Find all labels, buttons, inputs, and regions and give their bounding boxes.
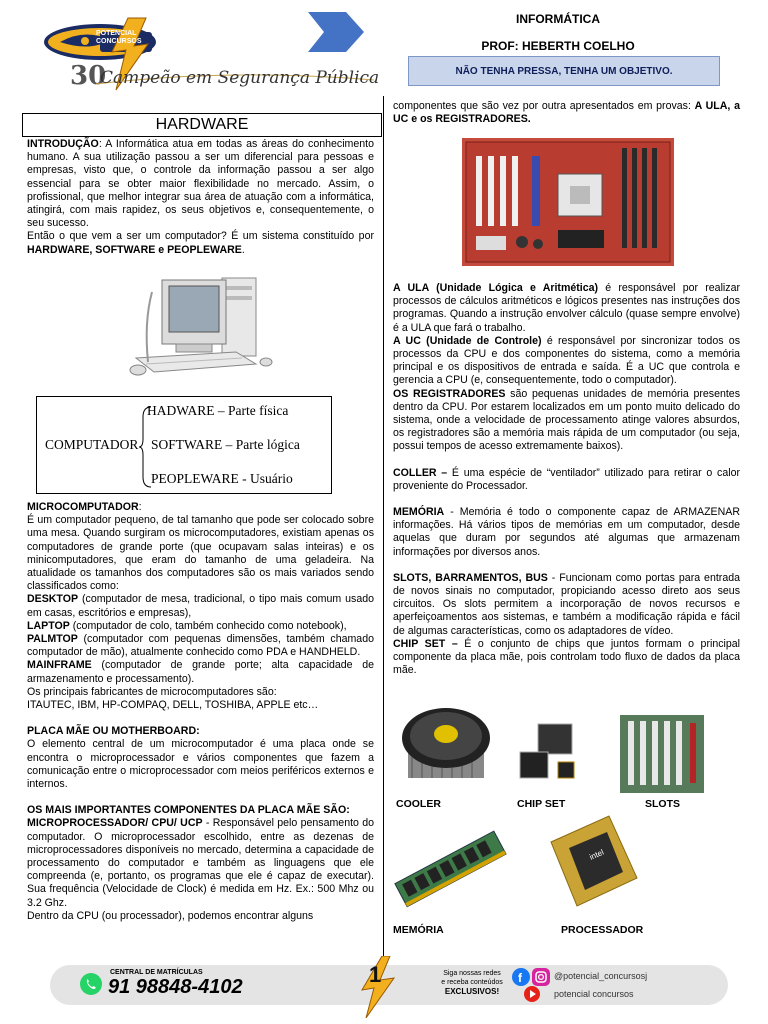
diagram-item-peopleware: PEOPLEWARE - Usuário	[151, 471, 293, 486]
intro-text: : A Informática atua em todas as áreas do conhecimento humano. A sua utilização passou a ser um diferencial para pessoas e empresas, visto que, o controle da informação passou a ser algo essencial para se obter maior flexibilidade no mercado. Assim, o profissional, que melhor integrar sua área de atuação com a informática, atingirá, com mais rapidez, os seus objetivos e, consequentemente, o seu sucesso.	[27, 138, 374, 230]
memory-text: - Memória é todo o componente capaz de ARMAZENAR informações. Há vários tipos de memórias em um computador, desde aquelas que duram por segundos até algumas que armazenam informações por diversos anos.	[393, 506, 740, 558]
diagram-root: COMPUTADOR	[45, 437, 139, 452]
computer-diagram	[36, 396, 332, 494]
motto-banner: NÃO TENHA PRESSA, TENHA UM OBJETIVO.	[408, 56, 720, 86]
registers-intro	[393, 100, 740, 126]
cooler-image	[398, 700, 494, 790]
question-end: .	[241, 243, 245, 256]
intro-section	[27, 138, 374, 257]
central-label: CENTRAL DE MATRÍCULAS	[110, 969, 203, 976]
memory-image	[390, 820, 510, 916]
micro-title-end: :	[138, 501, 142, 513]
caption-cooler: COOLER	[396, 798, 441, 810]
ula-label: A ULA (Unidade Lógica e Aritmética)	[393, 282, 599, 294]
cpu-inside-text: Dentro da CPU (ou processador), podemos encontrar alguns	[27, 909, 314, 922]
caption-memoria: MEMÓRIA	[393, 924, 444, 936]
chipset-label: CHIP SET –	[393, 637, 458, 650]
cpu-label: MICROPROCESSADOR/ CPU/ UCP	[27, 817, 203, 830]
mobo-text: O elemento central de um microcomputador é uma placa onde se encontra o microprocessador e vários componentes que fazem a comunicação entre o microprocessador com meios periféricos externos e internos.	[27, 738, 374, 791]
page-title: HARDWARE	[22, 113, 382, 137]
chipset-image	[518, 722, 578, 782]
phone-number: 91 98848-4102	[108, 976, 243, 998]
uc-label: A UC (Unidade de Controle)	[393, 334, 542, 347]
svg-text:30: 30	[70, 61, 107, 91]
diagram-item-software: SOFTWARE – Parte lógica	[151, 437, 300, 452]
cooler-text: É uma espécie de “ventilador” utilizado para retirar o calor proveniente do Processador.	[393, 466, 740, 492]
diagram-item-hardware: HADWARE – Parte física	[147, 403, 289, 418]
question-bold: HARDWARE, SOFTWARE e PEOPLEWARE	[27, 243, 242, 256]
memory-label: MEMÓRIA	[393, 506, 445, 519]
social-handle[interactable]: @potencial_concursosj	[554, 971, 648, 981]
whatsapp-icon	[79, 972, 103, 996]
motherboard-image	[462, 138, 674, 266]
youtube-name[interactable]: potencial concursos	[554, 989, 634, 999]
caption-processador: PROCESSADOR	[561, 924, 644, 936]
page-number: 1	[369, 962, 382, 987]
type-text: (computador de colo, também conhecido como notebook),	[69, 619, 347, 632]
type-label: PALMTOP	[27, 633, 78, 646]
cont-text: componentes que são vez por outra apresentados em provas:	[393, 100, 695, 112]
logo-brand: POTENCIAL CONCURSOS	[96, 30, 142, 45]
logo-slogan: Campeão em Segurança Pública	[100, 68, 380, 88]
youtube-icon[interactable]	[522, 986, 542, 1002]
type-text: (computador de grande porte; alta capacidade de armazenamento e processamento).	[27, 659, 374, 685]
follow-line-3: EXCLUSIVOS!	[444, 987, 500, 996]
type-label: DESKTOP	[27, 593, 79, 606]
cont-bold: A ULA, a UC e os REGISTRADORES.	[393, 100, 740, 126]
micro-text: É um computador pequeno, de tal tamanho que pode ser colocado sobre uma mesa. Quando surgiram os microcomputadores, existiam apenas os computadores de grande porte (que ocupavam salas inteiras) e os minicomputadores, que eram do tamanho de uma geladeira. Na atualidade os tamanhos dos computadores são os mais variados sendo classificados como:	[27, 514, 374, 593]
makers-list: ITAUTEC, IBM, HP-COMPAQ, DELL, TOSHIBA, APPLE etc…	[27, 699, 319, 712]
subject-title: INFORMÁTICA	[516, 12, 600, 26]
follow-line-2: e receba conteúdos	[441, 979, 503, 986]
facebook-icon[interactable]	[512, 968, 530, 986]
reg-text: são pequenas unidades de memória presentes dentro da CPU. Por estarem localizados em um ponto muito delicado do sistema, onde a velocidade de processamento atinge valores absurdos, os registradores são a memória mais rápida de um computador (ou seja, possui tempos de acesso extremamente baixos).	[393, 387, 740, 453]
micro-section	[27, 501, 374, 923]
follow-line-1: Siga nossas redes	[443, 970, 501, 977]
column-divider	[383, 96, 384, 956]
ula-text: é responsável por realizar processos de cálculos aritméticos e lógicos presentes nas instruções dos programas. Quando a instrução envolver cálculo (quase sempre envolve) é a ULA que fará o trabalho.	[393, 282, 740, 334]
uc-text: é responsável por sincronizar todos os processos da CPU e dos componentes do sistema, como a memória principal e os dispositivos de entrada e saída. É a UC que controla e gerencia a CPU (e, consequentemente, todo o computador).	[393, 334, 740, 387]
caption-chipset: CHIP SET	[517, 798, 566, 810]
type-label: LAPTOP	[27, 619, 70, 632]
follow-text	[440, 969, 504, 996]
cpu-text: - Responsável pelo pensamento do computador. O microprocessador escolhido, entre as dezenas de microprocessadores disponíveis no mercado, determina a capacidade de processamento do computador e também as linguagens que ele compreenda (e, portanto, os programas que ele é capaz de executar). Sua frequência (Velocidade de Clock) é medida em Hz. Ex.: 500 Mhz ou 3.2 Ghz.	[27, 817, 375, 909]
micro-title: MICROCOMPUTADOR	[27, 501, 139, 513]
svg-text:f: f	[518, 971, 522, 985]
computer-image	[126, 272, 282, 384]
chevron-arrow-icon	[308, 12, 364, 52]
components-title: OS MAIS IMPORTANTES COMPONENTES DA PLACA MÃE SÃO:	[27, 804, 350, 817]
cooler-label: COLLER –	[393, 466, 448, 479]
reg-label: OS REGISTRADORES	[393, 387, 506, 400]
type-text: (computador de mesa, tradicional, o tipo mais comum usado em casas, escritórios e empresas),	[27, 593, 374, 619]
caption-slots: SLOTS	[645, 798, 681, 810]
instagram-icon[interactable]	[532, 968, 550, 986]
type-label: MAINFRAME	[27, 659, 92, 672]
slots-label: SLOTS, BARRAMENTOS, BUS	[393, 571, 548, 584]
chipset-text: É o conjunto de chips que juntos formam o principal componente da placa mãe, pois controlam todo fluxo de dados da placa mãe.	[393, 637, 741, 677]
slots-image	[620, 715, 704, 793]
processor-image	[545, 812, 641, 912]
type-text: (computador com pequenas dimensões, também chamado computador de mão), atualmente conhecido como PDA e HANDHELD.	[27, 633, 374, 659]
intro-label: INTRODUÇÃO	[27, 138, 99, 150]
svg-text:intel: intel	[588, 847, 606, 862]
slots-text: - Funcionam como portas para entrada de novos sinais no computador, propiciando acesso direto aos seus circuitos. Os slots permitem a incorporação de novos recursos e aperfeiçoamentos aos sistemas, e também a modificação rápida e fácil de algumas características, como os adaptadores de vídeo.	[393, 571, 740, 637]
makers-intro: Os principais fabricantes de microcomputadores são:	[27, 685, 277, 698]
professor-name: PROF: HEBERTH COELHO	[481, 39, 635, 53]
question-text: Então o que vem a ser um computador? É um sistema constituído por	[27, 230, 374, 243]
cpu-parts-section	[393, 282, 740, 677]
mobo-title: PLACA MÃE OU MOTHERBOARD:	[27, 725, 200, 738]
